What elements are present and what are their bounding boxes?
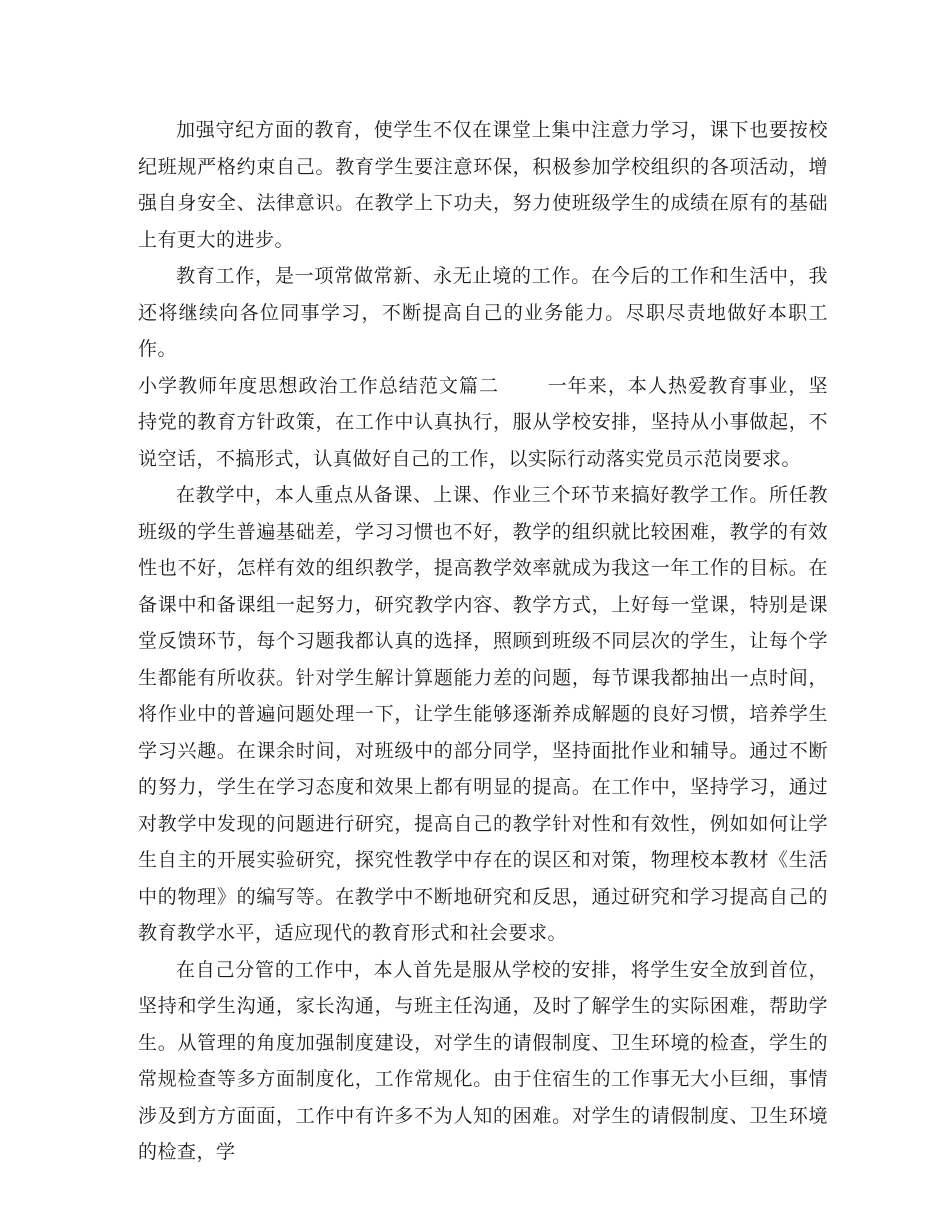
document-body bbox=[138, 112, 828, 1171]
section-start-paragraph bbox=[138, 368, 828, 478]
section-heading: 小学教师年度思想政治工作总结范文篇二 bbox=[138, 374, 500, 397]
paragraph-teaching: 在教学中，本人重点从备课、上课、作业三个环节来搞好教学工作。所任教班级的学生普遍基础差，学习习惯也不好，教学的组织就比较困难，教学的有效性也不好，怎样有效的组织教学，提高教学效率就成为我这一年工作的目标。在备课中和备课组一起努力，研究教学内容、教学方式，上好每一堂课，特别是课堂反馈环节，每个习题我都认真的选择，照顾到班级不同层次的学生，让每个学生都能有所收获。针对学生解计算题能力差的问题，每节课我都抽出一点时间，将作业中的普遍问题处理一下，让学生能够逐渐养成解题的良好习惯，培养学生学习兴趣。在课余时间，对班级中的部分同学，坚持面批作业和辅导。通过不断的努力，学生在学习态度和效果上都有明显的提高。在工作中，坚持学习，通过对教学中发现的问题进行研究，提高自己的教学针对性和有效性，例如如何让学生自主的开展实验研究，探究性教学中存在的误区和对策，物理校本教材《生活中的物理》的编写等。在教学中不断地研究和反思，通过研究和学习提高自己的教育教学水平，适应现代的教育形式和社会要求。 bbox=[138, 484, 828, 944]
paragraph-management: 在自己分管的工作中，本人首先是服从学校的安排，将学生安全放到首位，坚持和学生沟通，家长沟通，与班主任沟通，及时了解学生的实际困难，帮助学生。从管理的角度加强制度建设，对学生的请假制度、卫生环境的检查，学生的常规检查等多方面制度化，工作常规化。由于住宿生的工作事无大小巨细，事情涉及到方方面面，工作中有许多不为人知的困难。对学生的请假制度、卫生环境的检查，学 bbox=[138, 958, 828, 1163]
paragraph-discipline: 加强守纪方面的教育，使学生不仅在课堂上集中注意力学习，课下也要按校纪班规严格约束自己。教育学生要注意环保，积极参加学校组织的各项活动，增强自身安全、法律意识。在教学上下功夫，努力使班级学生的成绩在原有的基础上有更大的进步。 bbox=[138, 119, 828, 251]
section-first-paragraph: 一年来，本人热爱教育事业，坚持党的教育方针政策，在工作中认真执行，服从学校安排，坚持从小事做起，不说空话，不搞形式，认真做好自己的工作，以实际行动落实党员示范岗要求。 bbox=[138, 374, 828, 470]
paragraph-education-work: 教育工作，是一项常做常新、永无止境的工作。在今后的工作和生活中，我还将继续向各位同事学习，不断提高自己的业务能力。尽职尽责地做好本职工作。 bbox=[138, 265, 828, 360]
